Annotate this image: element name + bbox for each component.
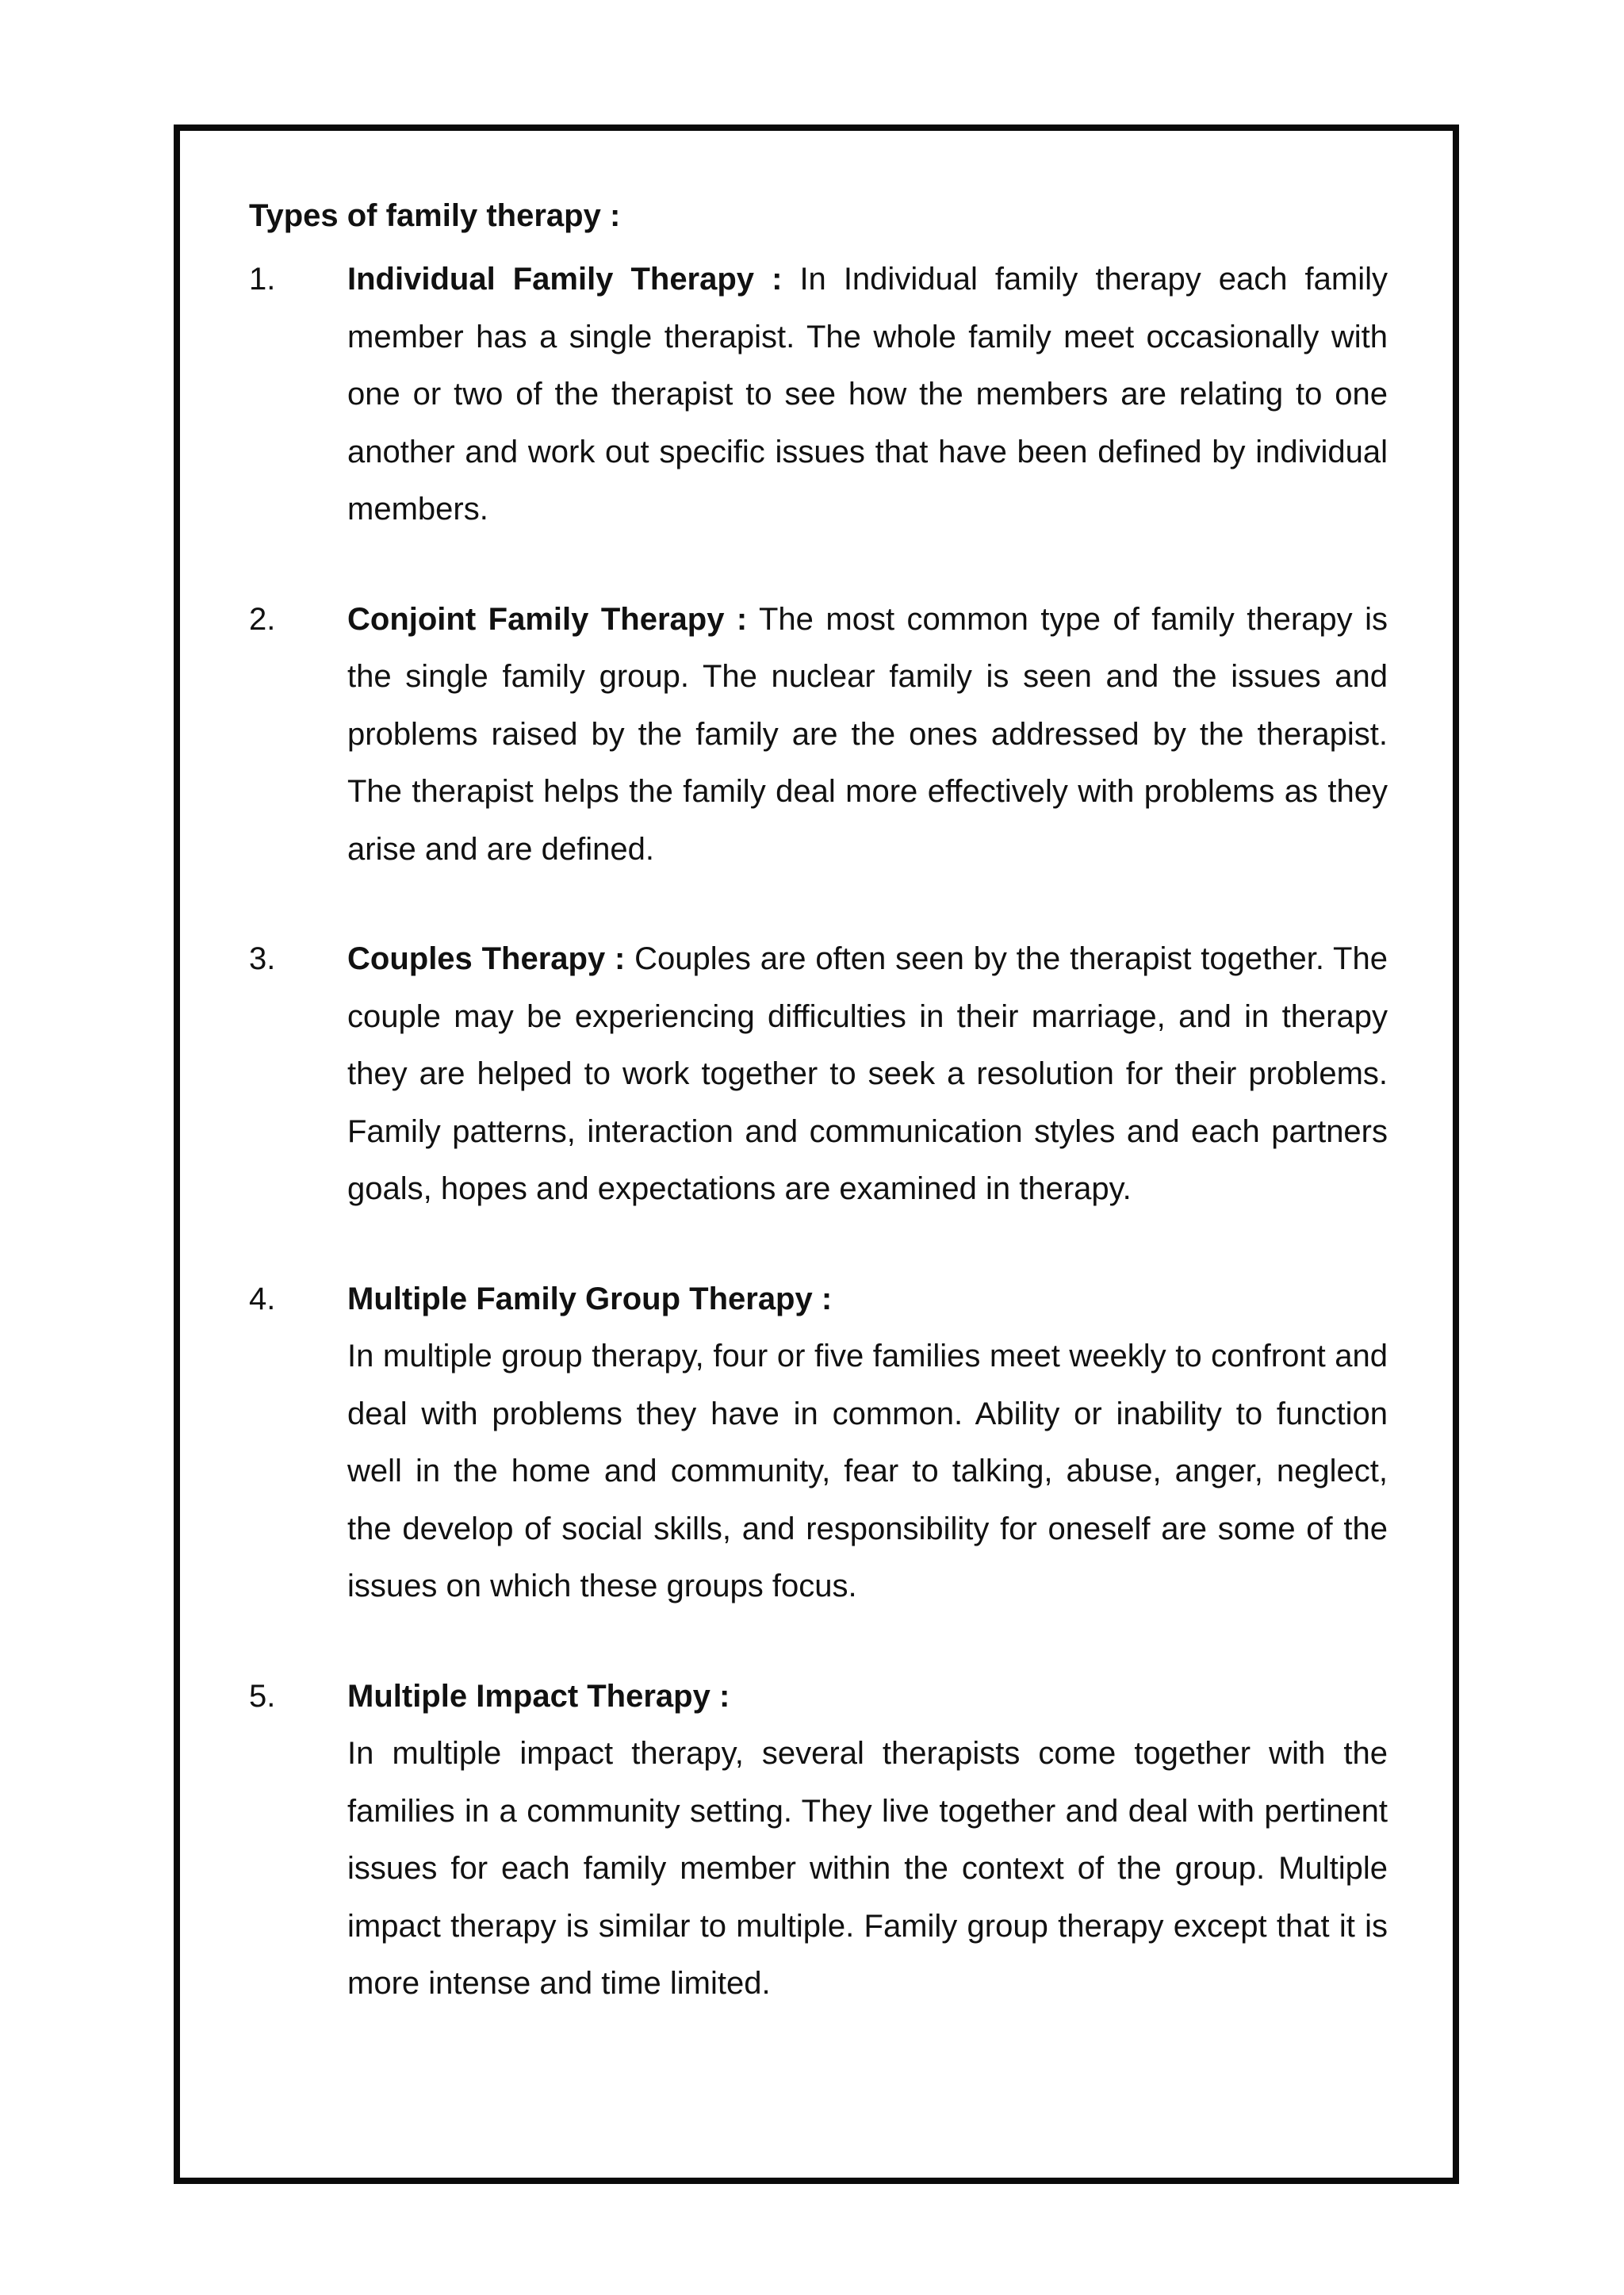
list-item [249, 1270, 1388, 1615]
item-paragraph [347, 930, 1388, 1218]
item-number: 5. [249, 1678, 276, 1714]
item-paragraph [347, 591, 1388, 879]
item-text: The most common type of family therapy is the single family group. The nuclear family is seen and the issues and problems raised by the family are the ones addressed by the therapist. The therapist helps the family deal more effectively with problems as they arise and are defined. [347, 601, 1388, 867]
list-item [249, 1668, 1388, 2013]
list-item [249, 591, 1388, 879]
item-text: Couples are often seen by the therapist together. The couple may be experiencing difficulties in their marriage, and in therapy they are helped to work together to seek a resolution for their problems. Family patterns, interaction and communication styles and each partners goals, hopes and expectations are examined in therapy. [347, 941, 1388, 1206]
item-number: 3. [249, 941, 276, 976]
item-title: Couples Therapy : [347, 941, 626, 976]
item-text: In multiple impact therapy, several therapists come together with the families in a community setting. They live together and deal with pertinent issues for each family member within the context of the group. Multiple impact therapy is similar to multiple. Family group therapy except that it is more intense and time limited. [347, 1736, 1388, 2001]
item-number: 4. [249, 1281, 276, 1316]
item-number: 1. [249, 262, 276, 297]
list-item [249, 930, 1388, 1218]
page-title: Types of family therapy : [249, 198, 621, 233]
item-title: Multiple Family Group Therapy : [347, 1281, 833, 1316]
item-title: Individual Family Therapy : [347, 262, 783, 297]
item-text: In Individual family therapy each family member has a single therapist. The whole family meet occasionally with one or two of the therapist to see how the members are relating to one another and work out specific issues that have been defined by individual members. [347, 262, 1388, 527]
item-paragraph [347, 251, 1388, 538]
item-title: Multiple Impact Therapy : [347, 1678, 730, 1714]
item-title: Conjoint Family Therapy : [347, 601, 748, 637]
item-number: 2. [249, 601, 276, 637]
document-body [249, 193, 1388, 2065]
list-item [249, 251, 1388, 538]
item-text: In multiple group therapy, four or five families meet weekly to confront and deal with problems they have in common. Ability or inability to function well in the home and community, fear to talking, abuse, anger, neglect, the develop of social skills, and responsibility for oneself are some of the issues on which these groups focus. [347, 1339, 1388, 1603]
